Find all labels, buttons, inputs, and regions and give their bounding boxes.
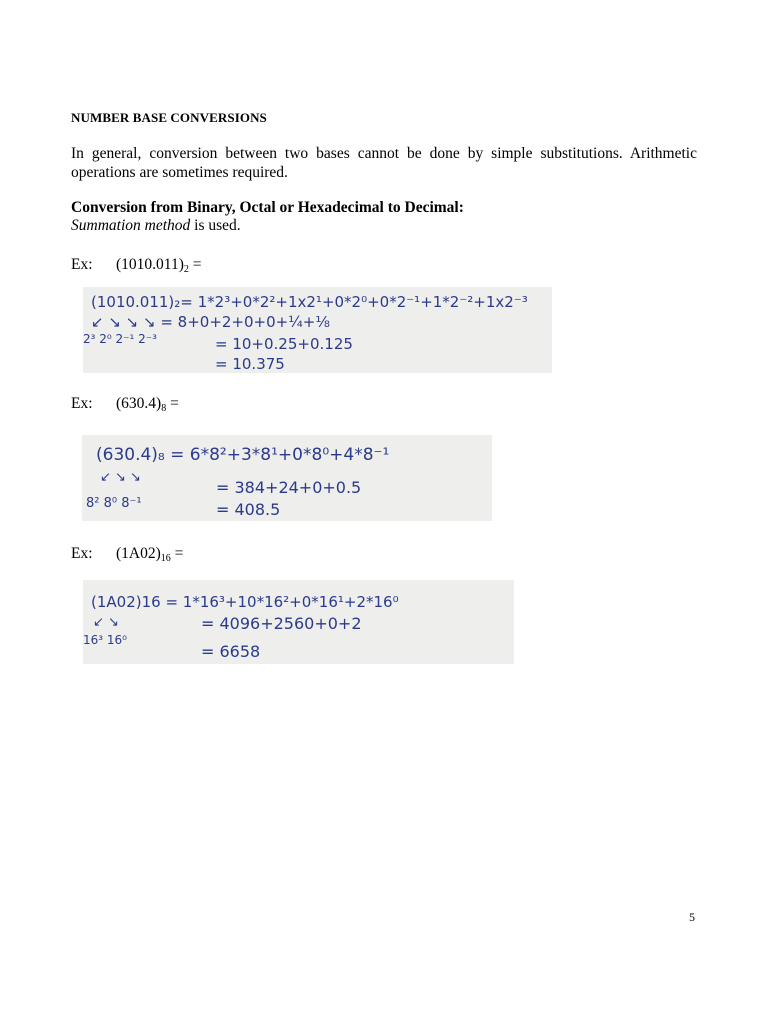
example-1-label-line [71,256,202,275]
example-3-label-line [71,545,183,564]
hand-line: = 384+24+0+0.5 [216,478,362,497]
subsection-title: Conversion from Binary, Octal or Hexadecimal to Decimal: [71,199,464,216]
hand-line: ↙ ↘ ↘ ↘ = 8+0+2+0+0+¼+⅛ [91,313,330,331]
hand-line: ↙ ↘ [93,615,119,630]
handwritten-work-example-2 [82,435,492,521]
hand-line: = 4096+2560+0+2 [201,614,362,633]
handwriting-image-3 [83,580,514,664]
example-suffix: = [188,256,202,273]
hand-line: (1A02)16 = 1*16³+10*16²+0*16¹+2*16⁰ [91,593,399,611]
example-number: (1010.011) [116,256,184,273]
hand-line: = 10+0.25+0.125 [215,335,353,353]
example-2-label-line [71,395,179,414]
example-suffix: = [170,545,184,562]
handwritten-work-example-1 [83,287,552,373]
example-label: Ex: [71,395,93,412]
example-number: (1A02) [116,545,161,562]
page-number: 5 [689,910,695,924]
hand-line: = 10.375 [215,355,285,373]
handwritten-work-example-3 [83,580,514,664]
hand-line: 2³ 2⁰ 2⁻¹ 2⁻³ [83,332,157,346]
method-rest: is used. [190,217,241,234]
hand-line: = 408.5 [216,500,281,519]
intro-paragraph: In general, conversion between two bases cannot be done by simple substitutions. Arithmetic operations are sometimes required. [71,145,697,181]
hand-line: (1010.011)₂= 1*2³+0*2²+1x2¹+0*2⁰+0*2⁻¹+1*2⁻²+1x2⁻³ [91,293,528,311]
example-base: 8 [161,403,167,414]
example-label: Ex: [71,256,93,273]
handwriting-image-2 [82,435,492,521]
example-base: 16 [160,553,171,564]
hand-line: 8² 8⁰ 8⁻¹ [86,496,142,511]
hand-line: 16³ 16⁰ [83,633,127,647]
hand-line: = 6658 [201,642,261,661]
hand-line: (630.4)₈ = 6*8²+3*8¹+0*8⁰+4*8⁻¹ [96,445,390,465]
section-heading: NUMBER BASE CONVERSIONS [71,110,267,125]
method-line [71,217,241,235]
example-base: 2 [183,264,189,275]
example-suffix: = [166,395,179,412]
method-emphasis: Summation method [71,217,191,234]
hand-line: ↙ ↘ ↘ [100,470,141,485]
example-label: Ex: [71,545,93,562]
handwriting-image-1 [83,287,552,373]
example-number: (630.4) [116,395,162,412]
